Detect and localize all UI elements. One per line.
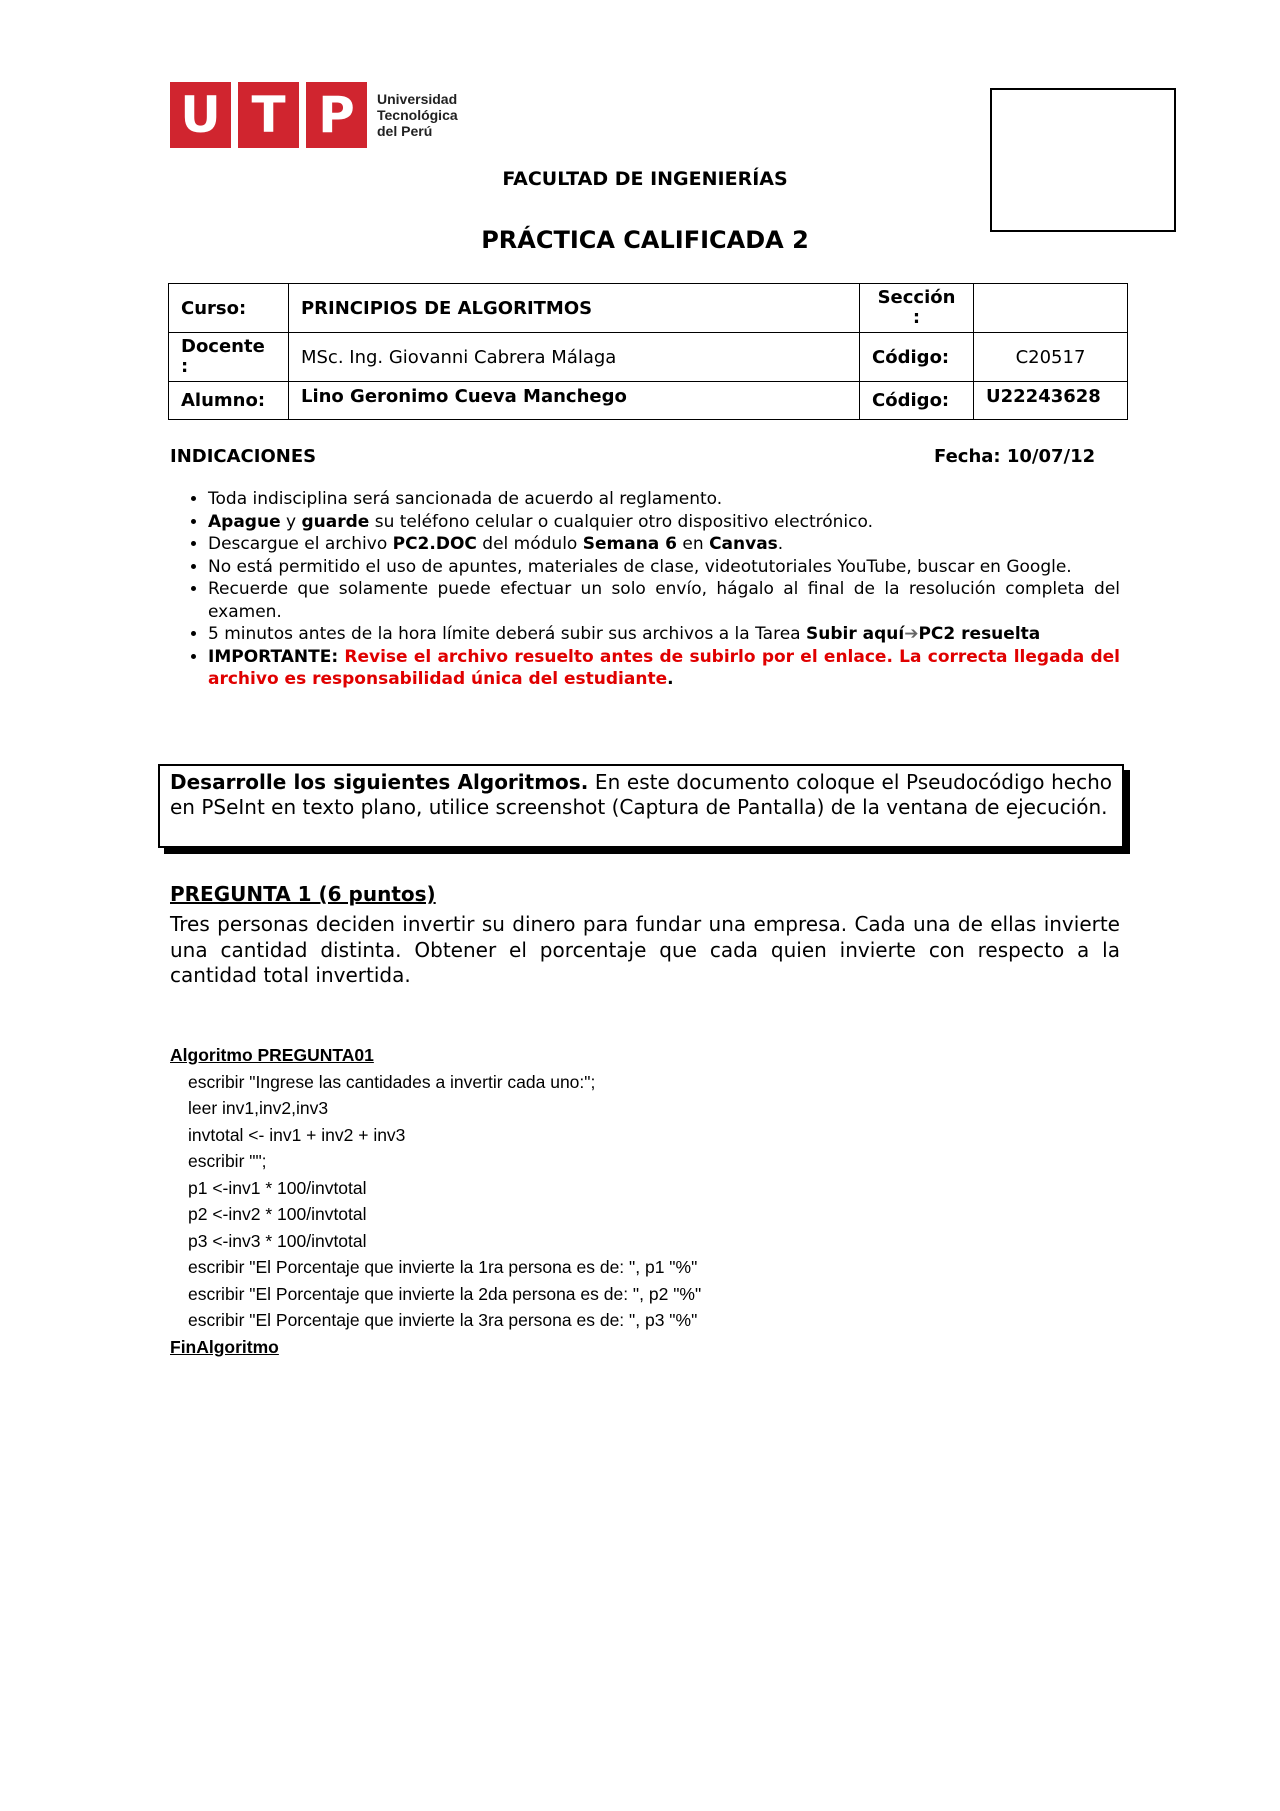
code-start: Algoritmo PREGUNTA01 xyxy=(170,1045,374,1065)
list-item: • Descargue el archivo PC2.DOC del módulo Semana 6 en Canvas. xyxy=(208,533,1120,556)
faculty-heading: FACULTAD DE INGENIERÍAS xyxy=(502,168,788,190)
code-line: invtotal <- inv1 + inv2 + inv3 xyxy=(188,1124,406,1145)
list-item: • Recuerde que solamente puede efectuar un solo envío, hágalo al final de la resolución completa del examen. xyxy=(208,578,1120,623)
logo-university-name: Universidad Tecnológica del Perú xyxy=(377,91,458,139)
code-line: p3 <-inv3 * 100/invtotal xyxy=(188,1230,367,1251)
code-line: escribir ""; xyxy=(188,1151,267,1171)
logo-letter-p: P xyxy=(306,82,367,148)
logo-letter-u: U xyxy=(170,82,231,148)
codigo-label: Código: xyxy=(860,333,974,382)
photo-box xyxy=(990,88,1176,232)
seccion-value xyxy=(974,284,1128,333)
list-item: • Toda indisciplina será sancionada de acuerdo al reglamento. xyxy=(208,488,1120,511)
code-line: escribir "El Porcentaje que invierte la 1ra persona es de: ", p1 "%" xyxy=(188,1257,698,1277)
list-item: • 5 minutos antes de la hora límite deberá subir sus archivos a la Tarea Subir aquí➔PC2 resuelta xyxy=(208,623,1120,646)
page-title: PRÁCTICA CALIFICADA 2 xyxy=(481,226,809,254)
docente-label: Docente : xyxy=(169,333,289,382)
list-item: • Apague y guarde su teléfono celular o cualquier otro dispositivo electrónico. xyxy=(208,511,1120,534)
curso-value: PRINCIPIOS DE ALGORITMOS xyxy=(288,284,859,333)
question-title: PREGUNTA 1 (6 puntos) xyxy=(170,882,436,906)
codigo-alumno: U22243628 xyxy=(974,382,1128,420)
list-item: • No está permitido el uso de apuntes, materiales de clase, videotutoriales YouTube, buscar en Google. xyxy=(208,556,1120,579)
codigo-label: Código: xyxy=(860,382,974,420)
indicaciones-heading: INDICACIONES xyxy=(170,446,317,467)
codigo-docente: C20517 xyxy=(974,333,1128,382)
code-line: escribir "El Porcentaje que invierte la 2da persona es de: ", p2 "%" xyxy=(188,1283,702,1304)
arrow-icon: ➔ xyxy=(904,624,919,644)
table-row xyxy=(169,284,1128,333)
info-table xyxy=(168,283,1128,420)
list-item: • IMPORTANTE: Revise el archivo resuelto antes de subirlo por el enlace. La correcta llegada del archivo es responsabilidad única del estudiante. xyxy=(208,646,1120,691)
docente-value: MSc. Ing. Giovanni Cabrera Málaga xyxy=(288,333,859,382)
pseudocode-block xyxy=(170,1042,701,1360)
table-row xyxy=(169,382,1128,420)
code-line: p2 <-inv2 * 100/invtotal xyxy=(188,1204,367,1224)
code-end: FinAlgoritmo xyxy=(170,1336,279,1357)
alumno-value: Lino Geronimo Cueva Manchego xyxy=(288,382,859,420)
logo-letter-t: T xyxy=(238,82,299,148)
question-text: Tres personas deciden invertir su dinero para fundar una empresa. Cada una de ellas invierte una cantidad distinta. Obtener el porcentaje que cada quien invierte con respecto a la cantidad total invertida. xyxy=(170,912,1120,987)
code-line: leer inv1,inv2,inv3 xyxy=(188,1098,329,1118)
utp-logo xyxy=(170,82,458,148)
seccion-label: Sección : xyxy=(860,284,974,333)
curso-label: Curso: xyxy=(169,284,289,333)
rules-list xyxy=(168,488,1120,691)
table-row xyxy=(169,333,1128,382)
instruction-box: Desarrolle los siguientes Algoritmos. En este documento coloque el Pseudocódigo hecho en PSeInt en texto plano, utilice screenshot (Captura de Pantalla) de la ventana de ejecución. xyxy=(158,764,1124,848)
code-line: escribir "El Porcentaje que invierte la 3ra persona es de: ", p3 "%" xyxy=(188,1310,698,1330)
alumno-label: Alumno: xyxy=(169,382,289,420)
code-line: p1 <-inv1 * 100/invtotal xyxy=(188,1177,367,1198)
fecha: Fecha: 10/07/12 xyxy=(934,446,1096,467)
code-line: escribir "Ingrese las cantidades a invertir cada uno:"; xyxy=(188,1071,596,1092)
